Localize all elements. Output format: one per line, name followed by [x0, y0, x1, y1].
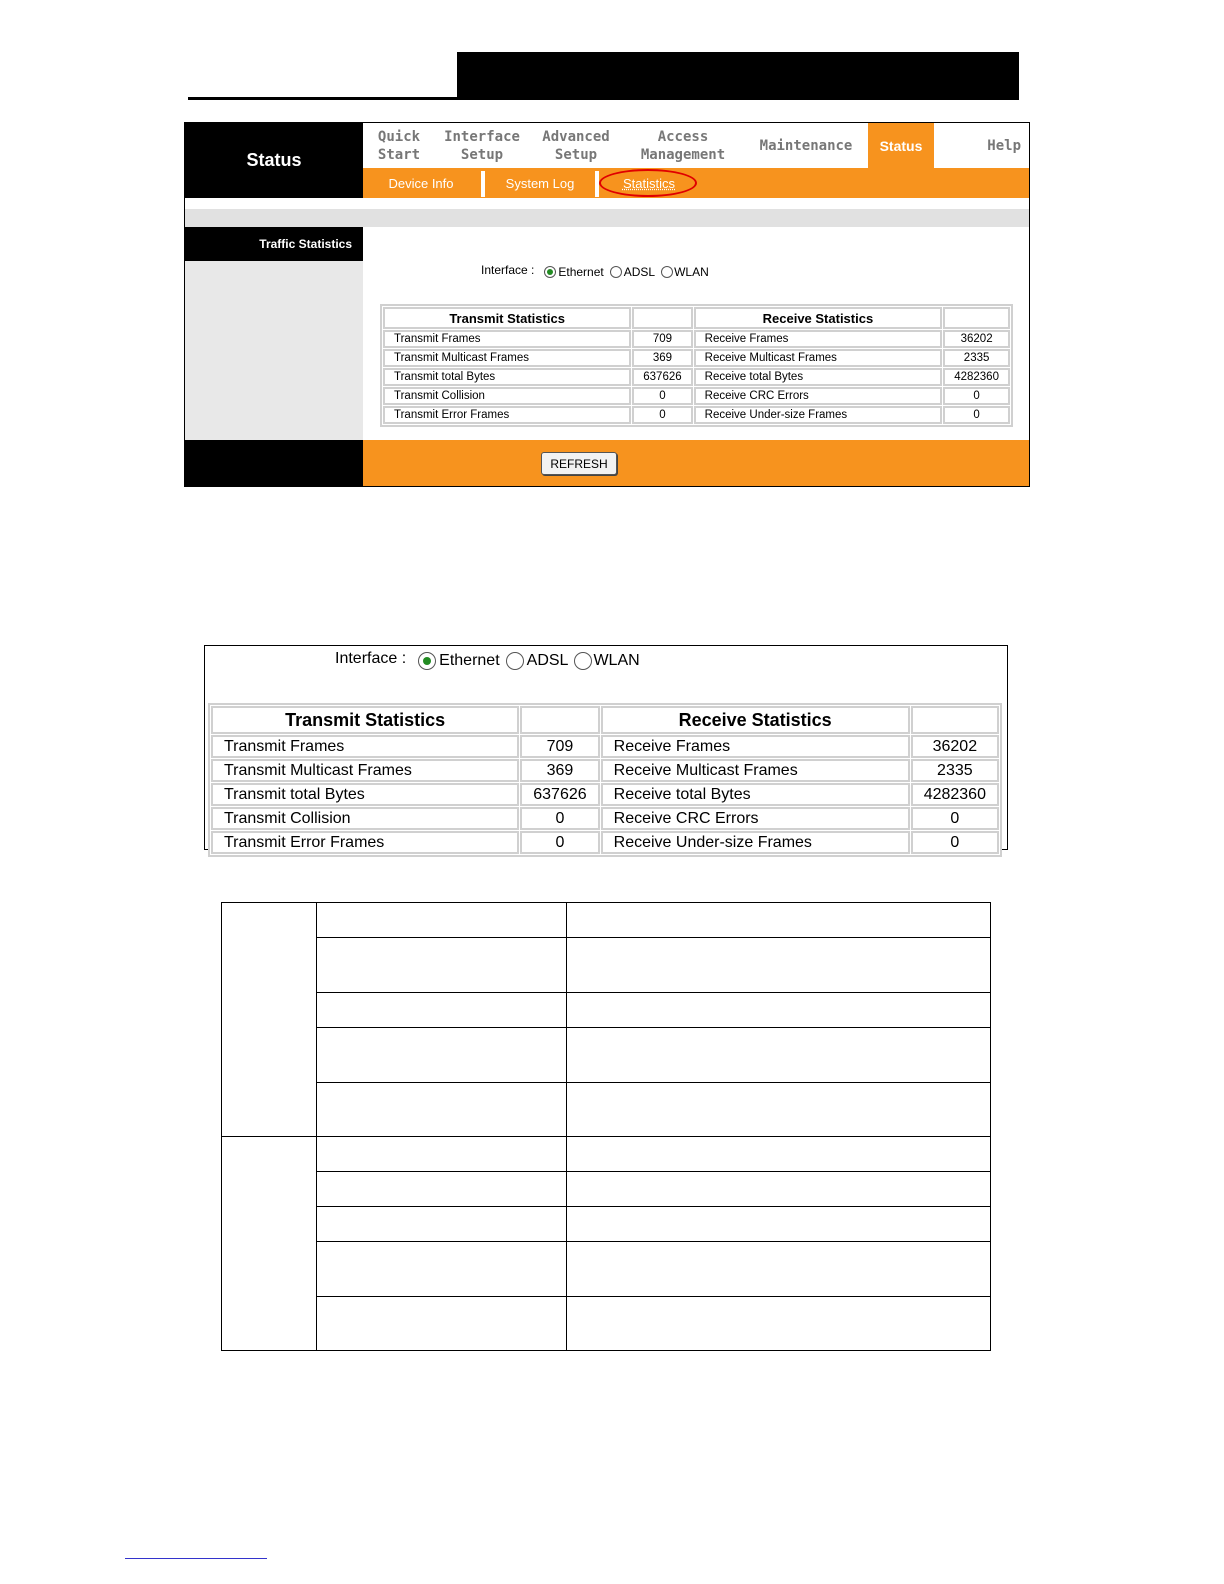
stats-row — [383, 406, 1010, 424]
rx-label: Receive Multicast Frames — [694, 349, 943, 367]
radio-adsl[interactable] — [610, 266, 622, 278]
radio-wlan-label: WLAN — [593, 652, 640, 669]
interface-label: Interface : — [481, 263, 535, 277]
transmit-header: Transmit Statistics — [383, 307, 631, 329]
tx-label: Transmit Multicast Frames — [383, 349, 631, 367]
rx-value: 0 — [911, 831, 999, 854]
tx-label: Transmit Error Frames — [211, 831, 519, 854]
traffic-statistics-table — [380, 304, 1013, 427]
stats-row — [211, 807, 999, 830]
footer-bar — [363, 440, 1030, 487]
submenu-device-info[interactable]: Device Info — [388, 175, 454, 191]
menu-status[interactable]: Status — [868, 123, 934, 168]
tx-label: Transmit Frames — [211, 735, 519, 758]
stats-row — [383, 349, 1010, 367]
radio-ethernet-label: Ethernet — [439, 652, 500, 669]
tx-label: Transmit Frames — [383, 330, 631, 348]
tx-value: 0 — [632, 387, 692, 405]
rx-value: 36202 — [911, 735, 999, 758]
radio-ethernet-label: Ethernet — [558, 265, 604, 279]
interface-selector — [481, 265, 709, 279]
radio-wlan-label: WLAN — [674, 265, 709, 279]
router-status-screenshot — [184, 122, 1030, 487]
tx-value: 709 — [632, 330, 692, 348]
rx-value: 36202 — [943, 330, 1010, 348]
tx-label: Transmit Multicast Frames — [211, 759, 519, 782]
menu-advanced-setup[interactable]: Advanced Setup — [542, 128, 610, 163]
main-menu — [363, 123, 1030, 168]
description-table — [221, 902, 991, 1351]
radio-adsl-label: ADSL — [623, 265, 656, 279]
receive-header: Receive Statistics — [694, 307, 943, 329]
rx-value: 0 — [943, 387, 1010, 405]
menu-access-management[interactable]: Access Management — [640, 128, 726, 163]
receive-header: Receive Statistics — [601, 706, 910, 734]
submenu-statistics[interactable]: Statistics — [622, 175, 675, 191]
menu-maintenance[interactable]: Maintenance — [759, 137, 853, 154]
rx-label: Receive Frames — [601, 735, 910, 758]
rx-label: Receive Under-size Frames — [601, 831, 910, 854]
footer-left — [185, 440, 363, 487]
rx-label: Receive total Bytes — [694, 368, 943, 386]
rx-value: 2335 — [911, 759, 999, 782]
tx-label: Transmit Collision — [211, 807, 519, 830]
stats-row — [211, 831, 999, 854]
tx-label: Transmit total Bytes — [211, 783, 519, 806]
tx-value: 0 — [520, 807, 599, 830]
rx-label: Receive Under-size Frames — [694, 406, 943, 424]
radio-wlan[interactable] — [574, 652, 592, 670]
stats-row — [211, 735, 999, 758]
refresh-button[interactable]: REFRESH — [541, 452, 617, 475]
brand-status: Status — [185, 123, 363, 198]
tx-label: Transmit Error Frames — [383, 406, 631, 424]
interface-label: Interface : — [335, 650, 407, 667]
tx-value: 637626 — [520, 783, 599, 806]
tx-value: 0 — [632, 406, 692, 424]
rx-label: Receive CRC Errors — [601, 807, 910, 830]
rx-value: 2335 — [943, 349, 1010, 367]
stats-row — [383, 387, 1010, 405]
menu-help[interactable]: Help — [987, 137, 1021, 154]
group-cell-transmit — [222, 903, 317, 1137]
zoomed-statistics-panel — [204, 645, 1008, 850]
rx-label: Receive Multicast Frames — [601, 759, 910, 782]
tx-value: 369 — [632, 349, 692, 367]
radio-ethernet[interactable] — [418, 652, 436, 670]
radio-ethernet[interactable] — [544, 266, 556, 278]
section-title-traffic-statistics: Traffic Statistics — [185, 227, 363, 261]
rx-label: Receive CRC Errors — [694, 387, 943, 405]
rx-label: Receive total Bytes — [601, 783, 910, 806]
tx-label: Transmit total Bytes — [383, 368, 631, 386]
tx-value: 0 — [520, 831, 599, 854]
stats-row — [383, 368, 1010, 386]
radio-wlan[interactable] — [661, 266, 673, 278]
radio-adsl-label: ADSL — [526, 652, 569, 669]
sub-menu — [363, 168, 1030, 198]
rx-value: 0 — [911, 807, 999, 830]
gray-strip — [185, 209, 1030, 227]
stats-row — [211, 759, 999, 782]
menu-interface-setup[interactable]: Interface Setup — [444, 128, 520, 163]
highlight-circle — [599, 169, 697, 197]
transmit-header: Transmit Statistics — [211, 706, 519, 734]
left-column — [185, 227, 363, 440]
header-rule — [188, 97, 458, 100]
menu-quick-start[interactable]: Quick Start — [377, 128, 421, 163]
rx-value: 4282360 — [911, 783, 999, 806]
traffic-statistics-table-zoom — [208, 703, 1002, 857]
rx-value: 0 — [943, 406, 1010, 424]
stats-row — [383, 330, 1010, 348]
group-cell-receive — [222, 1137, 317, 1351]
tx-value: 709 — [520, 735, 599, 758]
header-bar — [457, 52, 1019, 100]
tx-value: 369 — [520, 759, 599, 782]
rx-label: Receive Frames — [694, 330, 943, 348]
rx-value: 4282360 — [943, 368, 1010, 386]
stats-row — [211, 783, 999, 806]
tx-value: 637626 — [632, 368, 692, 386]
interface-selector-zoom — [335, 652, 640, 670]
radio-adsl[interactable] — [506, 652, 524, 670]
tx-label: Transmit Collision — [383, 387, 631, 405]
submenu-system-log[interactable]: System Log — [505, 175, 575, 191]
footer-link-underline — [125, 1558, 267, 1559]
